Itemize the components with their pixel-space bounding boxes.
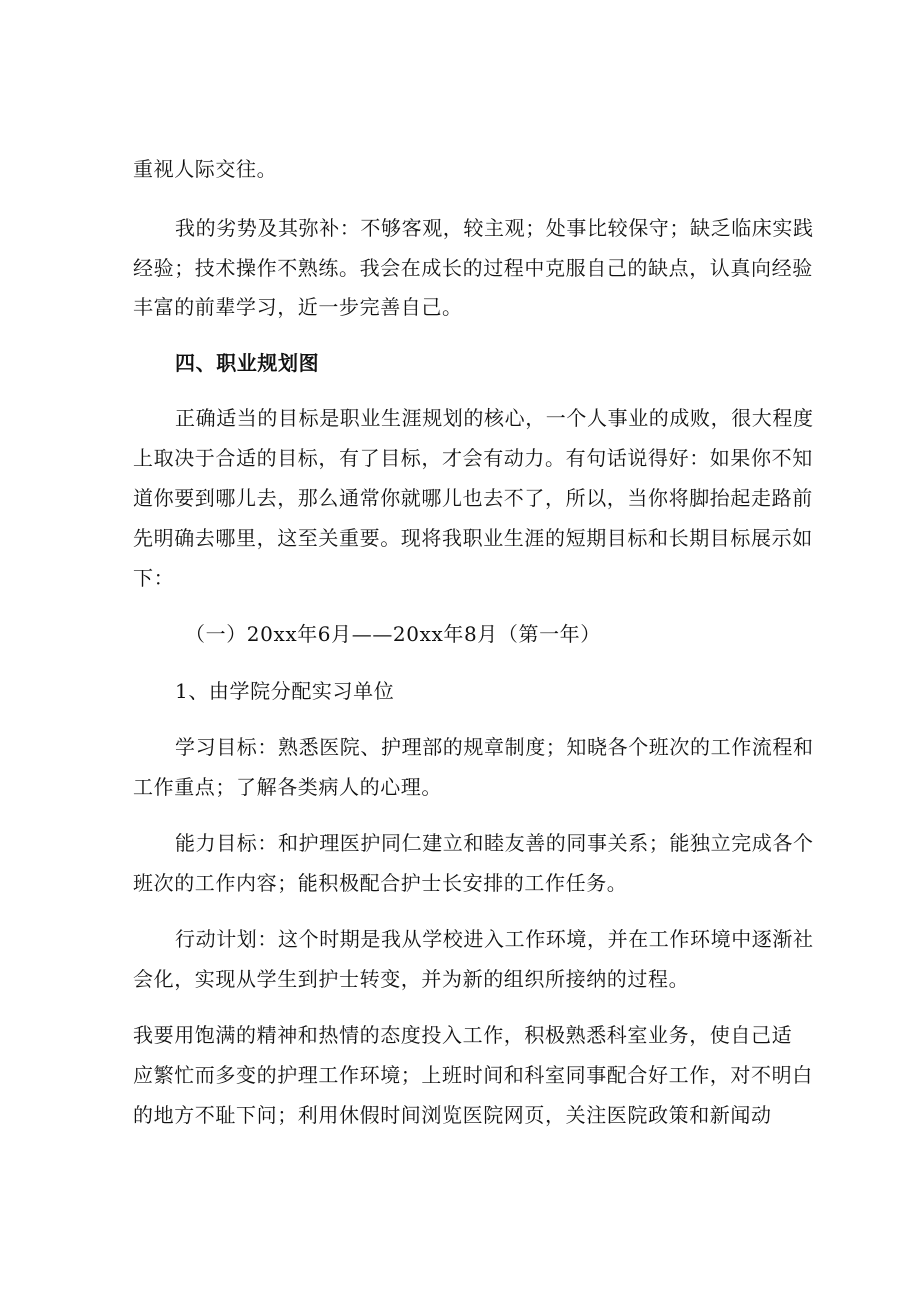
paragraph-line: 下：: [133, 566, 175, 590]
paragraph-line: 应繁忙而多变的护理工作环境；上班时间和科室同事配合好工作，对不明白: [133, 1063, 813, 1087]
paragraph-line: 的地方不耻下问；利用休假时间浏览医院网页，关注医院政策和新闻动: [133, 1103, 772, 1127]
paragraph-line: 我的劣势及其弥补：不够客观，较主观；处事比较保守；缺乏临床实践: [175, 216, 814, 240]
paragraph-line: 我要用饱满的精神和热情的态度投入工作，积极熟悉科室业务，使自己适: [133, 1023, 793, 1047]
paragraph-line: 工作重点；了解各类病人的心理。: [133, 775, 442, 799]
paragraph-line: 会化，实现从学生到护士转变，并为新的组织所接纳的过程。: [133, 967, 690, 991]
paragraph-line: 行动计划：这个时期是我从学校进入工作环境，并在工作环境中逐渐社: [175, 927, 814, 951]
list-item: 1、由学院分配实习单位: [175, 679, 395, 703]
subsection-heading: （一）20xx年6月——20xx年8月（第一年）: [185, 622, 601, 646]
paragraph-line: 道你要到哪儿去，那么通常你就哪儿也去不了，所以，当你将脚抬起走路前: [133, 486, 813, 510]
paragraph-line: 班次的工作内容；能积极配合护士长安排的工作任务。: [133, 871, 628, 895]
paragraph-line: 正确适当的目标是职业生涯规划的核心，一个人事业的成败，很大程度: [175, 406, 814, 430]
section-heading: 四、职业规划图: [175, 351, 320, 375]
paragraph-line: 能力目标：和护理医护同仁建立和睦友善的同事关系；能独立完成各个: [175, 831, 814, 855]
paragraph-line: 重视人际交往。: [133, 157, 278, 181]
paragraph-line: 先明确去哪里，这至关重要。现将我职业生涯的短期目标和长期目标展示如: [133, 526, 813, 550]
paragraph-line: 丰富的前辈学习，近一步完善自己。: [133, 295, 463, 319]
paragraph-line: 上取决于合适的目标，有了目标，才会有动力。有句话说得好：如果你不知: [133, 446, 813, 470]
paragraph-line: 经验；技术操作不熟练。我会在成长的过程中克服自己的缺点，认真向经验: [133, 256, 813, 280]
paragraph-line: 学习目标：熟悉医院、护理部的规章制度；知晓各个班次的工作流程和: [175, 735, 814, 759]
